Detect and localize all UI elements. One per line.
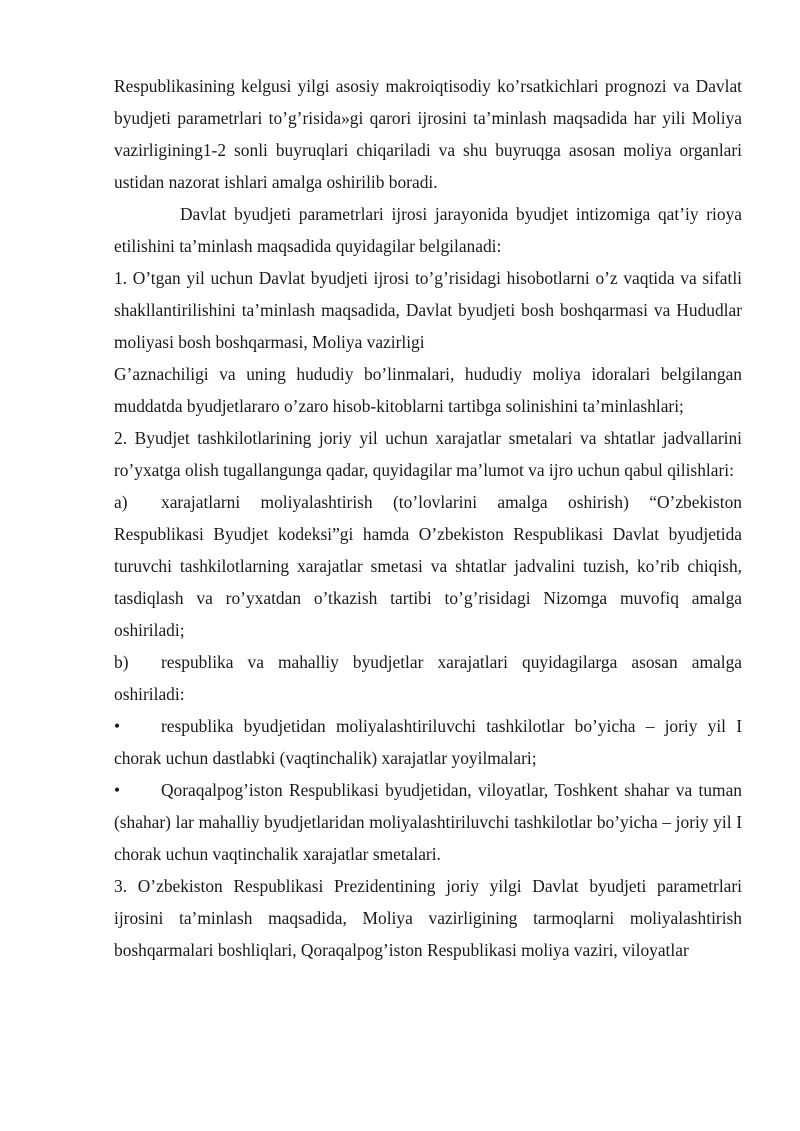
list-marker-b: b) [114, 652, 129, 672]
list-text-a: xarajatlarni moliyalashtirish (to’lovlarini amalga oshirish) “O’zbekiston Respublikasi Byudjet kodeksi”gi hamda O’zbekiston Respublikasi Davlat byudjetida turuvchi tashkilotlarning xarajatlar smetasi va shtatlar jadvalini tuzish, ko’rib chiqish, tasdiqlash va ro’yxatdan o’tkazish tartibi to’g’risidagi Nizomga muvofiq amalga oshiriladi; [114, 492, 742, 640]
paragraph-budget-discipline: Davlat byudjeti parametrlari ijrosi jarayonida byudjet intizomiga qat’iy rioya etilishini ta’minlash maqsadida quyidagilar belgilanadi: [114, 204, 742, 256]
bullet-item-1 [114, 710, 742, 774]
list-item-b [114, 646, 742, 710]
list-text-b: respublika va mahalliy byudjetlar xarajatlari quyidagilarga asosan amalga oshiriladi: [114, 652, 742, 704]
paragraph-intro: Respublikasining kelgusi yilgi asosiy makroiqtisodiy ko’rsatkichlari prognozi va Davlat byudjeti parametrlari to’g’risida»gi qarori ijrosini ta’minlash maqsadida har yili Moliya vazirligining1-2 sonli buyruqlari chiqariladi va shu buyruqga asosan moliya organlari ustidan nazorat ishlari amalga oshirilib boradi. [114, 76, 742, 192]
bullet-text-1: respublika byudjetidan moliyalashtiriluvchi tashkilotlar bo’yicha – joriy yil I chorak uchun dastlabki (vaqtinchalik) xarajatlar yoyilmalari; [114, 716, 742, 768]
paragraph-item-1: 1. O’tgan yil uchun Davlat byudjeti ijrosi to’g’risidagi hisobotlarni o’z vaqtida va sifatli shakllantirilishini ta’minlash maqsadida, Davlat byudjeti bosh boshqarmasi va Hududlar moliyasi bosh boshqarmasi, Moliya vazirligi [114, 268, 742, 352]
paragraph-item-3: 3. O’zbekiston Respublikasi Prezidentining joriy yilgi Davlat byudjeti parametrlari ijrosini ta’minlash maqsadida, Moliya vazirligining tarmoqlarni moliyalashtirish boshqarmalari boshliqlari, Qoraqalpog’iston Respublikasi moliya vaziri, viloyatlar [114, 876, 742, 960]
paragraph-treasury: G’aznachiligi va uning hududiy bo’linmalari, hududiy moliya idoralari belgilangan muddatda byudjetlararo o’zaro hisob-kitoblarni tartibga solinishini ta’minlashlari; [114, 364, 742, 416]
bullet-icon: • [114, 780, 121, 800]
list-marker-a: a) [114, 492, 128, 512]
list-item-a [114, 486, 742, 646]
paragraph-item-2: 2. Byudjet tashkilotlarining joriy yil uchun xarajatlar smetalari va shtatlar jadvallarini ro’yxatga olish tugallangunga qadar, quyidagilar ma’lumot va ijro uchun qabul qilishlari: [114, 428, 742, 480]
document-page [114, 70, 742, 966]
bullet-text-2: Qoraqalpog’iston Respublikasi byudjetidan, viloyatlar, Toshkent shahar va tuman (shahar) lar mahalliy byudjetlaridan moliyalashtiriluvchi tashkilotlar bo’yicha – joriy yil I chorak uchun vaqtinchalik xarajatlar smetalari. [114, 780, 742, 864]
bullet-item-2 [114, 774, 742, 870]
bullet-icon: • [114, 716, 121, 736]
